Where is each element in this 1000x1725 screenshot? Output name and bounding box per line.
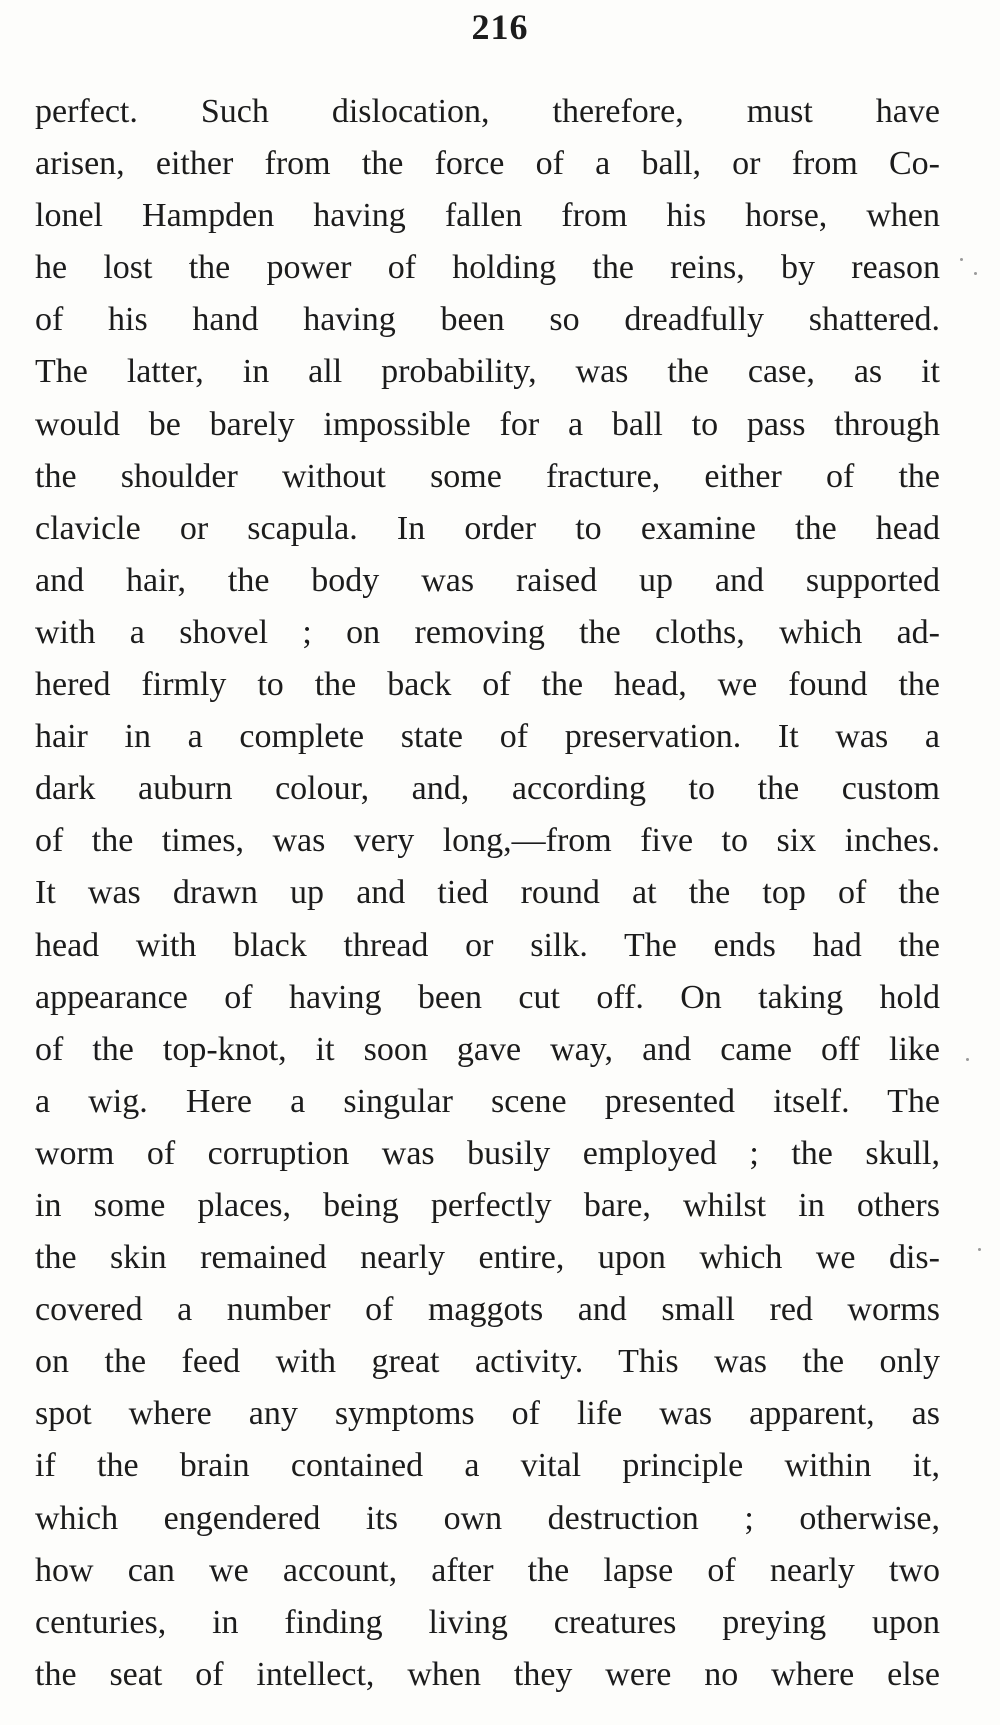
text-line: worm of corruption was busily employed ; the skull, — [35, 1134, 940, 1172]
text-line: appearance of having been cut off. On taking hold — [35, 978, 940, 1016]
text-line: on the feed with great activity. This was the only — [35, 1343, 940, 1381]
ink-speck — [966, 1058, 969, 1061]
text-line: perfect. Such dislocation, therefore, must have — [35, 93, 940, 130]
text-line: centuries, in finding living creatures preying upon — [35, 1603, 940, 1641]
text-line: the seat of intellect, when they were no where else — [35, 1655, 940, 1693]
text-line: of the top-knot, it soon gave way, and came off like — [35, 1030, 940, 1068]
text-line: hair in a complete state of preservation. It was a — [35, 718, 940, 756]
text-line: hered firmly to the back of the head, we found the — [35, 666, 940, 704]
text-line: The latter, in all probability, was the case, as it — [35, 353, 940, 391]
text-line: lonel Hampden having fallen from his horse, when — [35, 197, 940, 235]
text-line: with a shovel ; on removing the cloths, which ad- — [35, 613, 940, 651]
ink-speck — [974, 272, 977, 275]
body-text — [35, 86, 940, 1701]
text-line: clavicle or scapula. In order to examine the head — [35, 509, 940, 547]
text-line: in some places, being perfectly bare, whilst in others — [35, 1186, 940, 1224]
text-line: if the brain contained a vital principle within it, — [35, 1447, 940, 1485]
text-line: he lost the power of holding the reins, by reason — [35, 249, 940, 287]
ink-speck — [960, 258, 963, 261]
text-line: head with black thread or silk. The ends had the — [35, 926, 940, 964]
text-line: of his hand having been so dreadfully shattered. — [35, 301, 940, 339]
text-line: It was drawn up and tied round at the top of the — [35, 874, 940, 912]
margin-specks — [940, 0, 1000, 1725]
text-line: a wig. Here a singular scene presented itself. The — [35, 1082, 940, 1120]
text-line: spot where any symptoms of life was apparent, as — [35, 1395, 940, 1433]
text-line: dark auburn colour, and, according to the custom — [35, 770, 940, 808]
text-line: covered a number of maggots and small red worms — [35, 1291, 940, 1329]
text-line: and hair, the body was raised up and supported — [35, 561, 940, 599]
text-line: of the times, was very long,—from five to six inches. — [35, 822, 940, 860]
text-line: would be barely impossible for a ball to pass through — [35, 405, 940, 443]
text-line: which engendered its own destruction ; otherwise, — [35, 1499, 940, 1537]
text-line: arisen, either from the force of a ball, or from Co- — [35, 145, 940, 183]
text-line: the shoulder without some fracture, either of the — [35, 457, 940, 495]
text-line: the skin remained nearly entire, upon which we dis- — [35, 1239, 940, 1277]
text-line: how can we account, after the lapse of nearly two — [35, 1551, 940, 1589]
page-number: 216 — [471, 7, 529, 47]
ink-speck — [978, 1248, 981, 1251]
